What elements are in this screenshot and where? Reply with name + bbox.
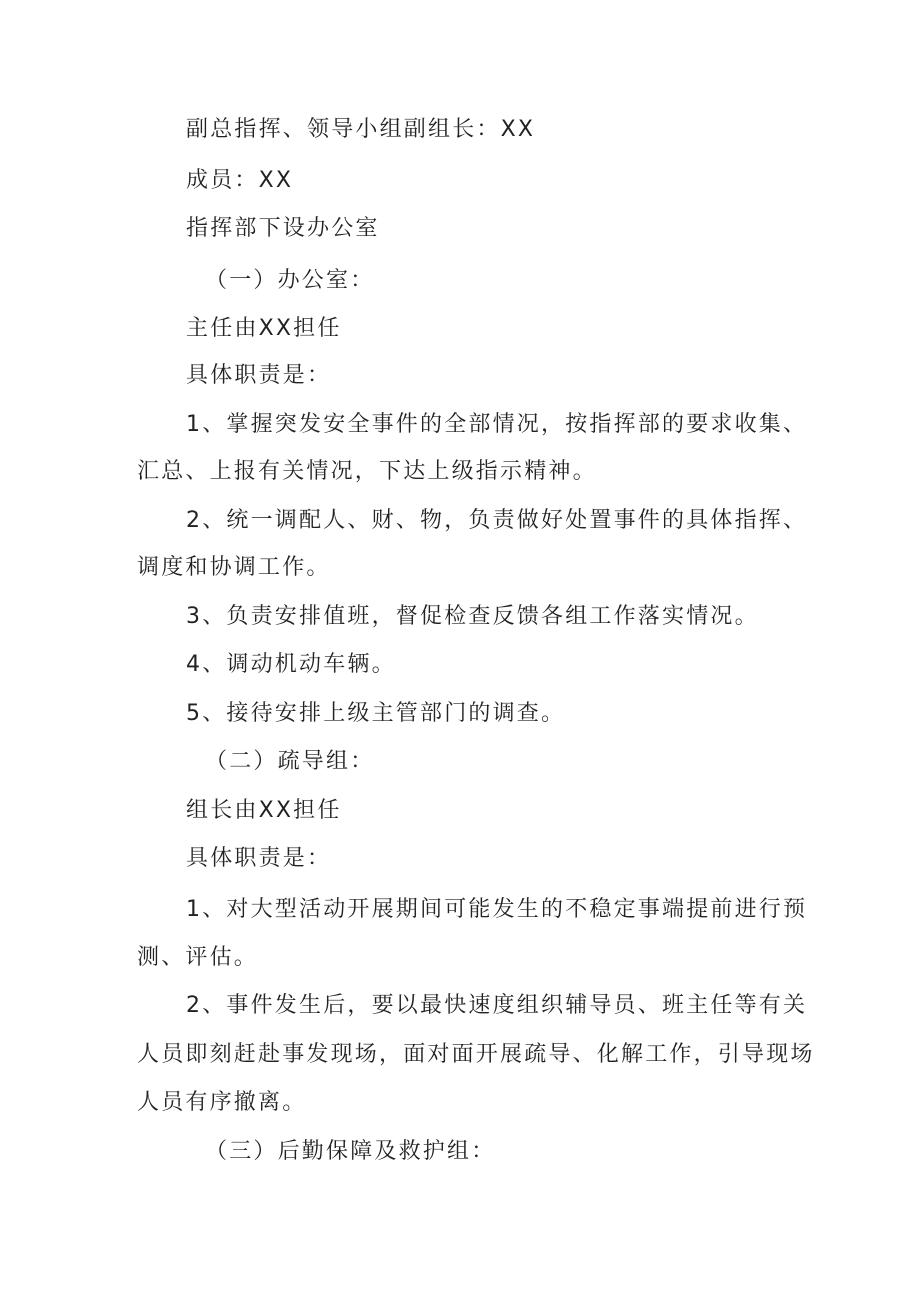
guidance-duty-1-line-1: 1、对大型活动开展期间可能发生的不稳定事端提前进行预 bbox=[186, 897, 808, 922]
guidance-duty-2-line-3: 人员有序撤离。 bbox=[137, 1090, 307, 1115]
office-duty-2-line-1: 2、统一调配人、财、物，负责做好处置事件的具体指挥、 bbox=[186, 508, 808, 533]
office-duty-5: 5、接待安排上级主管部门的调查。 bbox=[186, 701, 566, 726]
office-setup-line: 指挥部下设办公室 bbox=[186, 216, 380, 241]
office-duty-1-line-1: 1、掌握突发安全事件的全部情况，按指挥部的要求收集、 bbox=[186, 412, 808, 437]
section-office-heading: （一）办公室： bbox=[205, 268, 375, 293]
office-duty-1-line-2: 汇总、上报有关情况，下达上级指示精神。 bbox=[137, 459, 597, 484]
office-duty-2-line-2: 调度和协调工作。 bbox=[137, 555, 331, 580]
office-duty-4: 4、调动机动车辆。 bbox=[186, 652, 396, 677]
office-director-line: 主任由XX担任 bbox=[186, 316, 342, 341]
guidance-leader-line: 组长由XX担任 bbox=[186, 798, 342, 823]
deputy-commander-line: 副总指挥、领导小组副组长：XX bbox=[186, 117, 536, 142]
office-duties-heading: 具体职责是： bbox=[186, 363, 332, 388]
members-line: 成员：XX bbox=[186, 168, 294, 193]
guidance-duty-1-line-2: 测、评估。 bbox=[137, 945, 259, 970]
guidance-duty-2-line-1: 2、事件发生后，要以最快速度组织辅导员、班主任等有关 bbox=[186, 993, 808, 1018]
section-logistics-heading: （三）后勤保障及救护组： bbox=[205, 1139, 496, 1164]
guidance-duty-2-line-2: 人员即刻赶赴事发现场，面对面开展疏导、化解工作，引导现场 bbox=[137, 1042, 815, 1067]
office-duty-3: 3、负责安排值班，督促检查反馈各组工作落实情况。 bbox=[186, 604, 759, 629]
guidance-duties-heading: 具体职责是： bbox=[186, 846, 332, 871]
section-guidance-heading: （二）疏导组： bbox=[205, 749, 375, 774]
